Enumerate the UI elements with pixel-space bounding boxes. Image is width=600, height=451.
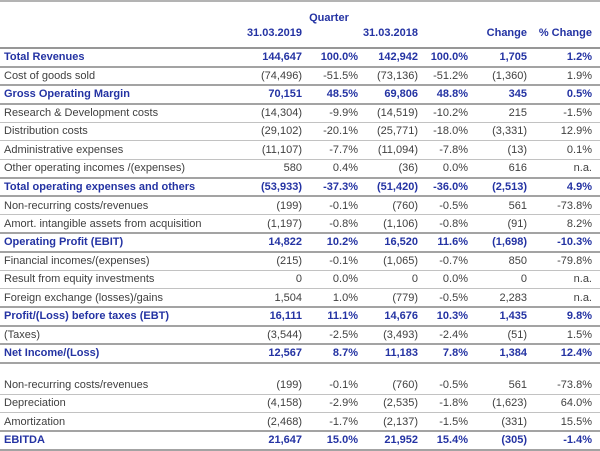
- change-value: 616: [468, 159, 527, 178]
- col-2018-value: (2,535): [358, 394, 418, 413]
- col-2019-pct: -7.7%: [302, 141, 358, 160]
- row-label: Profit/(Loss) before taxes (EBT): [0, 307, 240, 326]
- table-row: [0, 394, 600, 413]
- col-2018-value: (25,771): [358, 122, 418, 141]
- table-row: [0, 196, 600, 215]
- column-header-2019-pct: [302, 24, 358, 48]
- change-value: 561: [468, 376, 527, 395]
- col-2019-value: 16,111: [240, 307, 302, 326]
- col-2019-value: 144,647: [240, 48, 302, 67]
- col-2019-pct: 1.0%: [302, 289, 358, 308]
- row-label: Non-recurring costs/revenues: [0, 196, 240, 215]
- table-row: [0, 233, 600, 252]
- pct-change-value: n.a.: [527, 159, 600, 178]
- pct-change-value: n.a.: [527, 289, 600, 308]
- col-2018-value: (11,094): [358, 141, 418, 160]
- change-value: (3,331): [468, 122, 527, 141]
- col-2018-pct: -1.5%: [418, 413, 468, 432]
- table-row: [0, 67, 600, 86]
- row-label: Cost of goods sold: [0, 67, 240, 86]
- pct-change-value: 1.2%: [527, 48, 600, 67]
- col-2018-pct: -0.5%: [418, 196, 468, 215]
- col-2019-pct: 100.0%: [302, 48, 358, 67]
- col-2019-pct: 0.0%: [302, 270, 358, 289]
- pct-change-value: 8.2%: [527, 215, 600, 234]
- col-2019-value: 1,504: [240, 289, 302, 308]
- col-2018-value: (1,065): [358, 252, 418, 271]
- table-row: [0, 104, 600, 123]
- column-header-pct-change: % Change: [527, 24, 600, 48]
- col-2019-pct: -37.3%: [302, 178, 358, 197]
- row-label: Other operating incomes /(expenses): [0, 159, 240, 178]
- col-2019-pct: -0.1%: [302, 252, 358, 271]
- change-value: 561: [468, 196, 527, 215]
- col-2019-value: 580: [240, 159, 302, 178]
- group-header-spacer-right: [418, 1, 600, 24]
- col-2019-value: (1,197): [240, 215, 302, 234]
- table-row: [0, 344, 600, 363]
- pct-change-value: -1.5%: [527, 104, 600, 123]
- col-2018-pct: -36.0%: [418, 178, 468, 197]
- col-2018-value: (1,106): [358, 215, 418, 234]
- pct-change-value: -1.4%: [527, 431, 600, 450]
- col-2019-value: (14,304): [240, 104, 302, 123]
- col-2019-pct: -0.1%: [302, 196, 358, 215]
- row-label: EBITDA: [0, 431, 240, 450]
- col-2019-value: (2,468): [240, 413, 302, 432]
- row-label: Financial incomes/(expenses): [0, 252, 240, 271]
- col-2019-pct: -20.1%: [302, 122, 358, 141]
- row-label: Foreign exchange (losses)/gains: [0, 289, 240, 308]
- col-2018-value: (779): [358, 289, 418, 308]
- row-label: Gross Operating Margin: [0, 85, 240, 104]
- table-row: [0, 326, 600, 345]
- change-value: 2,283: [468, 289, 527, 308]
- col-2018-pct: 11.6%: [418, 233, 468, 252]
- col-2019-pct: -0.1%: [302, 376, 358, 395]
- column-header-2018-pct: [418, 24, 468, 48]
- col-2018-value: 14,676: [358, 307, 418, 326]
- col-2019-value: (53,933): [240, 178, 302, 197]
- col-2019-value: 14,822: [240, 233, 302, 252]
- change-value: (1,360): [468, 67, 527, 86]
- table-column-header-row: [0, 24, 600, 48]
- table-row: [0, 431, 600, 450]
- row-label: Depreciation: [0, 394, 240, 413]
- col-2019-pct: -9.9%: [302, 104, 358, 123]
- table-row: [0, 178, 600, 197]
- col-2018-value: 0: [358, 270, 418, 289]
- col-2018-pct: 15.4%: [418, 431, 468, 450]
- col-2019-pct: -2.5%: [302, 326, 358, 345]
- col-2018-pct: 10.3%: [418, 307, 468, 326]
- column-header-2018: 31.03.2018: [358, 24, 418, 48]
- col-2018-value: (760): [358, 376, 418, 395]
- col-2018-pct: 7.8%: [418, 344, 468, 363]
- col-2018-value: 16,520: [358, 233, 418, 252]
- col-2019-pct: -1.7%: [302, 413, 358, 432]
- row-label: Total operating expenses and others: [0, 178, 240, 197]
- row-label: Research & Development costs: [0, 104, 240, 123]
- pct-change-value: 0.5%: [527, 85, 600, 104]
- label-column-header: [0, 24, 240, 48]
- col-2019-value: (74,496): [240, 67, 302, 86]
- col-2018-value: 11,183: [358, 344, 418, 363]
- col-2019-value: (199): [240, 376, 302, 395]
- quarter-group-label: Quarter: [240, 1, 418, 24]
- change-value: 1,384: [468, 344, 527, 363]
- table-row: [0, 85, 600, 104]
- pct-change-value: 4.9%: [527, 178, 600, 197]
- col-2018-value: 69,806: [358, 85, 418, 104]
- table-row: [0, 141, 600, 160]
- pct-change-value: 9.8%: [527, 307, 600, 326]
- spacer-row: [0, 363, 600, 376]
- column-header-change: Change: [468, 24, 527, 48]
- change-value: (91): [468, 215, 527, 234]
- change-value: (1,698): [468, 233, 527, 252]
- col-2019-pct: 10.2%: [302, 233, 358, 252]
- change-value: 1,435: [468, 307, 527, 326]
- table-row: [0, 215, 600, 234]
- col-2018-value: (3,493): [358, 326, 418, 345]
- pct-change-value: -10.3%: [527, 233, 600, 252]
- col-2018-pct: 48.8%: [418, 85, 468, 104]
- table-row: [0, 122, 600, 141]
- pct-change-value: -73.8%: [527, 196, 600, 215]
- col-2018-value: (51,420): [358, 178, 418, 197]
- col-2018-value: (73,136): [358, 67, 418, 86]
- table-row: [0, 307, 600, 326]
- row-label: Total Revenues: [0, 48, 240, 67]
- col-2019-value: (4,158): [240, 394, 302, 413]
- table-row: [0, 252, 600, 271]
- change-value: (13): [468, 141, 527, 160]
- col-2019-value: 12,567: [240, 344, 302, 363]
- table-row: [0, 159, 600, 178]
- col-2019-pct: -2.9%: [302, 394, 358, 413]
- col-2019-pct: 11.1%: [302, 307, 358, 326]
- col-2018-pct: -0.5%: [418, 289, 468, 308]
- pct-change-value: n.a.: [527, 270, 600, 289]
- row-label: Result from equity investments: [0, 270, 240, 289]
- row-label: Distribution costs: [0, 122, 240, 141]
- col-2019-value: (29,102): [240, 122, 302, 141]
- column-header-2019: 31.03.2019: [240, 24, 302, 48]
- pct-change-value: 64.0%: [527, 394, 600, 413]
- change-value: (305): [468, 431, 527, 450]
- col-2018-pct: 100.0%: [418, 48, 468, 67]
- col-2019-value: 0: [240, 270, 302, 289]
- change-value: (1,623): [468, 394, 527, 413]
- col-2018-pct: -0.8%: [418, 215, 468, 234]
- row-label: (Taxes): [0, 326, 240, 345]
- change-value: 345: [468, 85, 527, 104]
- col-2019-pct: -0.8%: [302, 215, 358, 234]
- row-label: Amortization: [0, 413, 240, 432]
- col-2019-value: (199): [240, 196, 302, 215]
- row-label: Non-recurring costs/revenues: [0, 376, 240, 395]
- col-2019-pct: 48.5%: [302, 85, 358, 104]
- col-2019-value: 70,151: [240, 85, 302, 104]
- table-group-header-row: [0, 1, 600, 24]
- change-value: 0: [468, 270, 527, 289]
- col-2018-value: (14,519): [358, 104, 418, 123]
- group-header-spacer: [0, 1, 240, 24]
- col-2019-value: (215): [240, 252, 302, 271]
- table-row: [0, 376, 600, 395]
- pct-change-value: 1.9%: [527, 67, 600, 86]
- col-2018-pct: 0.0%: [418, 159, 468, 178]
- row-label: Operating Profit (EBIT): [0, 233, 240, 252]
- table-row: [0, 270, 600, 289]
- col-2018-pct: -51.2%: [418, 67, 468, 86]
- col-2019-value: 21,647: [240, 431, 302, 450]
- table-row: [0, 413, 600, 432]
- col-2019-value: (11,107): [240, 141, 302, 160]
- change-value: 1,705: [468, 48, 527, 67]
- col-2018-pct: -1.8%: [418, 394, 468, 413]
- col-2018-pct: -7.8%: [418, 141, 468, 160]
- table-row: [0, 48, 600, 67]
- col-2018-pct: -2.4%: [418, 326, 468, 345]
- pct-change-value: 12.4%: [527, 344, 600, 363]
- pct-change-value: -79.8%: [527, 252, 600, 271]
- col-2018-value: (36): [358, 159, 418, 178]
- col-2018-value: (760): [358, 196, 418, 215]
- change-value: (331): [468, 413, 527, 432]
- col-2018-pct: -18.0%: [418, 122, 468, 141]
- col-2019-value: (3,544): [240, 326, 302, 345]
- col-2018-pct: -10.2%: [418, 104, 468, 123]
- change-value: (51): [468, 326, 527, 345]
- table-row: [0, 289, 600, 308]
- col-2018-pct: -0.5%: [418, 376, 468, 395]
- col-2018-value: 21,952: [358, 431, 418, 450]
- change-value: (2,513): [468, 178, 527, 197]
- col-2018-value: 142,942: [358, 48, 418, 67]
- col-2019-pct: 8.7%: [302, 344, 358, 363]
- table-body: [0, 48, 600, 450]
- row-label: Administrative expenses: [0, 141, 240, 160]
- col-2019-pct: 15.0%: [302, 431, 358, 450]
- pct-change-value: 15.5%: [527, 413, 600, 432]
- row-label: Net Income/(Loss): [0, 344, 240, 363]
- change-value: 215: [468, 104, 527, 123]
- change-value: 850: [468, 252, 527, 271]
- col-2018-value: (2,137): [358, 413, 418, 432]
- pct-change-value: -73.8%: [527, 376, 600, 395]
- pct-change-value: 0.1%: [527, 141, 600, 160]
- row-label: Amort. intangible assets from acquisition: [0, 215, 240, 234]
- col-2018-pct: 0.0%: [418, 270, 468, 289]
- pct-change-value: 12.9%: [527, 122, 600, 141]
- col-2018-pct: -0.7%: [418, 252, 468, 271]
- col-2019-pct: 0.4%: [302, 159, 358, 178]
- pct-change-value: 1.5%: [527, 326, 600, 345]
- spacer-cell: [0, 363, 600, 376]
- col-2019-pct: -51.5%: [302, 67, 358, 86]
